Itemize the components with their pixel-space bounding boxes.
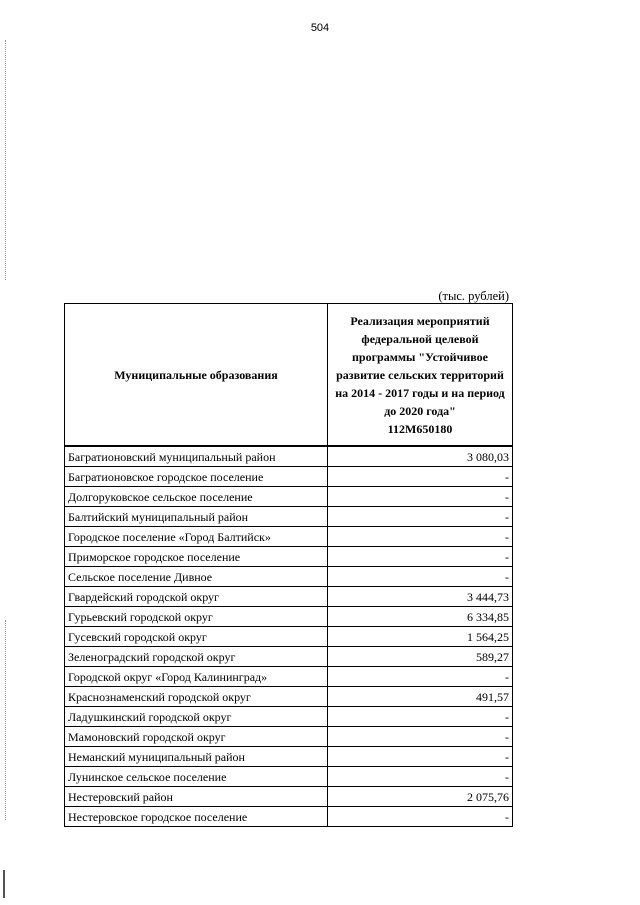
page-number: 504 [310, 22, 330, 34]
table-row [65, 807, 513, 827]
funding-value: - [328, 527, 513, 547]
funding-value: 491,57 [328, 687, 513, 707]
table-row [65, 647, 513, 667]
funding-value: 1 564,25 [328, 627, 513, 647]
funding-value: - [328, 567, 513, 587]
municipality-name: Лунинское сельское поселение [65, 767, 328, 787]
funding-value: - [328, 467, 513, 487]
municipality-name: Мамоновский городской округ [65, 727, 328, 747]
municipality-name: Нестеровский район [65, 787, 328, 807]
program-code: 112М650180 [387, 421, 453, 436]
table-row [65, 687, 513, 707]
table-row [65, 787, 513, 807]
funding-value: - [328, 667, 513, 687]
table-row [65, 567, 513, 587]
table-row [65, 707, 513, 727]
scan-edge-line [5, 620, 6, 820]
municipality-name: Сельское поселение Дивное [65, 567, 328, 587]
municipality-name: Балтийский муниципальный район [65, 507, 328, 527]
funding-value: - [328, 727, 513, 747]
funding-value: 6 334,85 [328, 607, 513, 627]
table-row [65, 767, 513, 787]
column-header-program [328, 304, 513, 447]
funding-value: - [328, 767, 513, 787]
funding-value: - [328, 707, 513, 727]
table-row [65, 727, 513, 747]
municipality-name: Городское поселение «Город Балтийск» [65, 527, 328, 547]
municipality-name: Краснознаменский городской округ [65, 687, 328, 707]
table-row [65, 467, 513, 487]
municipality-name: Гвардейский городской округ [65, 587, 328, 607]
funding-value: - [328, 547, 513, 567]
municipal-funding-table [64, 303, 513, 827]
municipality-name: Багратионовское городское поселение [65, 467, 328, 487]
funding-value: - [328, 507, 513, 527]
table-row [65, 627, 513, 647]
table-row [65, 667, 513, 687]
funding-value: - [328, 487, 513, 507]
table-row [65, 446, 513, 467]
table-row [65, 527, 513, 547]
table-row [65, 747, 513, 767]
program-description: Реализация мероприятий федеральной целевой программы "Устойчивое развитие сельских территорий на 2014 - 2017 годы и на период до 2020 года" [335, 313, 505, 418]
funding-value: 3 080,03 [328, 446, 513, 467]
municipality-name: Городской округ «Город Калининград» [65, 667, 328, 687]
municipality-name: Ладушкинский городской округ [65, 707, 328, 727]
municipality-name: Гусевский городской округ [65, 627, 328, 647]
column-header-municipality: Муниципальные образования [65, 304, 328, 447]
funding-value: - [328, 807, 513, 827]
table-row [65, 607, 513, 627]
funding-value: 589,27 [328, 647, 513, 667]
municipality-name: Нестеровское городское поселение [65, 807, 328, 827]
funding-value: - [328, 747, 513, 767]
scan-edge-line [5, 40, 6, 280]
municipality-name: Долгоруковское сельское поселение [65, 487, 328, 507]
municipality-name: Неманский муниципальный район [65, 747, 328, 767]
table-row [65, 487, 513, 507]
funding-value: 2 075,76 [328, 787, 513, 807]
funding-value: 3 444,73 [328, 587, 513, 607]
units-label: (тыс. рублей) [438, 289, 509, 303]
table-row [65, 547, 513, 567]
scan-edge-mark [3, 870, 5, 898]
municipality-name: Гурьевский городской округ [65, 607, 328, 627]
municipality-name: Багратионовский муниципальный район [65, 446, 328, 467]
municipality-name: Приморское городское поселение [65, 547, 328, 567]
table-row [65, 507, 513, 527]
municipality-name: Зеленоградский городской округ [65, 647, 328, 667]
table-row [65, 587, 513, 607]
